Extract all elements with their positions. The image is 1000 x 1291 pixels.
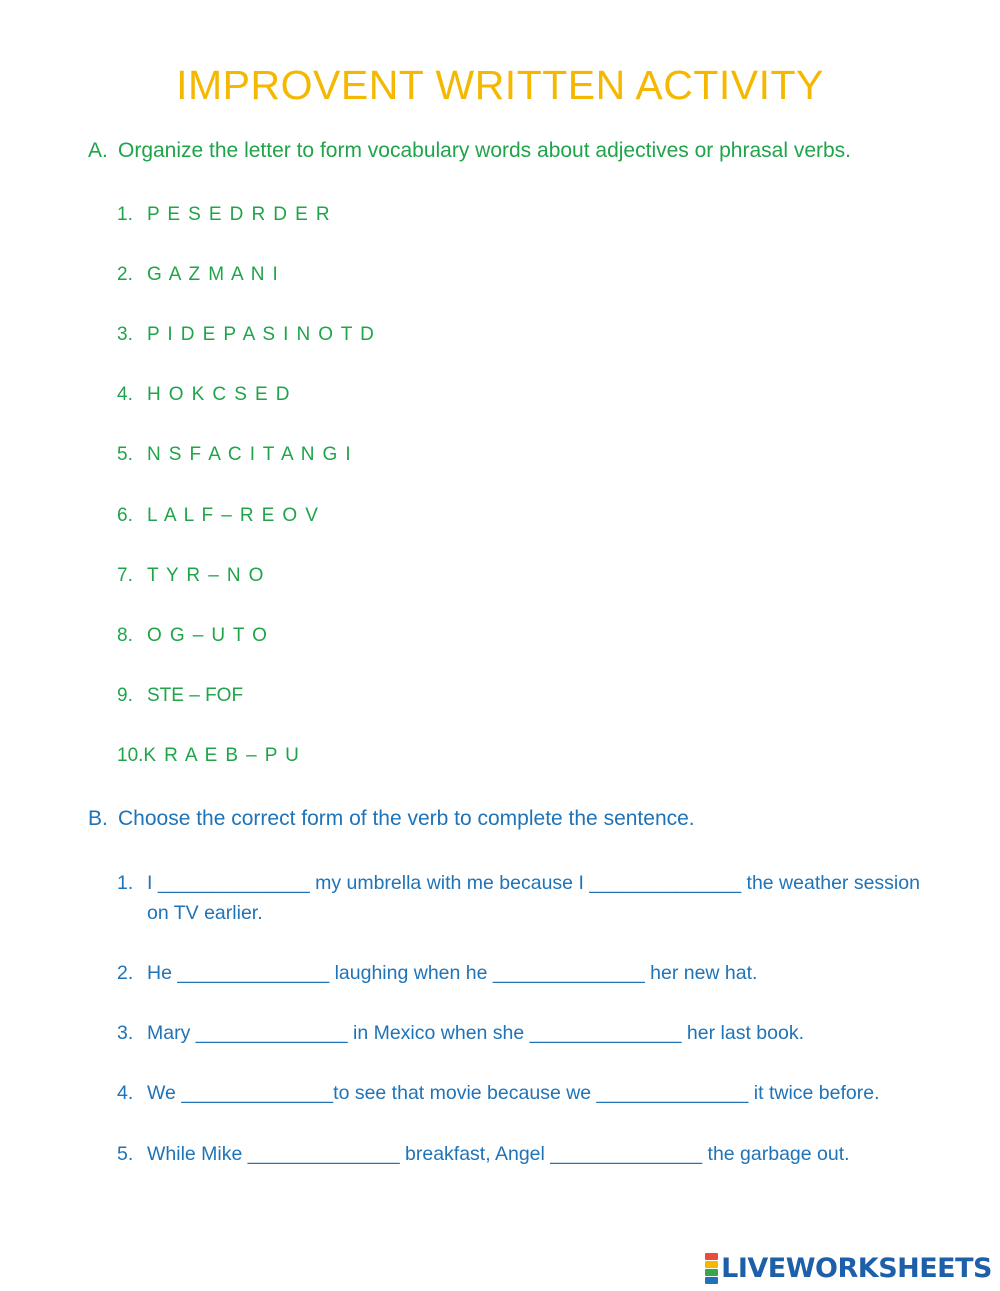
list-item — [117, 625, 268, 647]
scrambled-word: G A Z M A N I — [147, 264, 280, 285]
list-item — [117, 565, 265, 587]
sentence-item — [117, 1078, 947, 1108]
item-number: 1. — [117, 204, 133, 225]
sentence-text: We ______________to see that movie because we ______________ it twice before. — [147, 1082, 880, 1104]
item-number: 9. — [117, 685, 133, 706]
list-item — [117, 745, 300, 767]
list-item — [117, 204, 331, 226]
item-number: 2. — [117, 962, 134, 984]
section-b-instruction: Choose the correct form of the verb to complete the sentence. — [118, 807, 695, 830]
item-number: 3. — [117, 324, 133, 345]
scrambled-word: P E S E D R D E R — [147, 204, 331, 225]
sentence-text: He ______________ laughing when he ______________ her new hat. — [147, 962, 758, 984]
section-a-letter: A. — [88, 139, 108, 162]
scrambled-word: N S F A C I T A N G I — [147, 444, 353, 465]
sentence-item — [117, 1018, 947, 1048]
scrambled-word: STE – FOF — [147, 685, 244, 706]
item-number: 6. — [117, 505, 133, 526]
section-a-heading — [88, 139, 851, 163]
sentence-item — [117, 1139, 947, 1169]
sentence-text: I ______________ my umbrella with me because I ______________ the weather session on TV earlier. — [147, 872, 920, 924]
page-title: IMPROVENT WRITTEN ACTIVITY — [176, 62, 824, 108]
list-item — [117, 264, 279, 286]
sentence-text: Mary ______________ in Mexico when she ______________ her last book. — [147, 1022, 804, 1044]
scrambled-word: H O K C S E D — [147, 384, 291, 405]
sentence-item — [117, 958, 947, 988]
list-item — [117, 444, 352, 466]
item-number: 5. — [117, 1143, 134, 1165]
list-item — [117, 505, 319, 527]
liveworksheets-brand[interactable] — [705, 1251, 992, 1285]
item-number: 2. — [117, 264, 133, 285]
liveworksheets-logo-icon — [705, 1253, 718, 1284]
section-a-instruction: Organize the letter to form vocabulary words about adjectives or phrasal verbs. — [118, 139, 852, 162]
item-number: 1. — [117, 872, 134, 894]
scrambled-word: P I D E P A S I N O T D — [147, 324, 376, 345]
scrambled-word: O G – U T O — [147, 625, 269, 646]
item-number: 10. — [117, 745, 144, 766]
scrambled-word: K R A E B – P U — [143, 745, 301, 766]
list-item — [117, 324, 375, 346]
list-item — [117, 384, 291, 406]
sentence-item — [117, 868, 947, 928]
item-number: 7. — [117, 565, 133, 586]
item-number: 5. — [117, 444, 133, 465]
sentence-text: While Mike ______________ breakfast, Angel ______________ the garbage out. — [147, 1143, 850, 1165]
item-number: 3. — [117, 1022, 134, 1044]
item-number: 4. — [117, 1082, 134, 1104]
scrambled-word: T Y R – N O — [147, 565, 265, 586]
scrambled-word: L A L F – R E O V — [147, 505, 320, 526]
section-b-heading — [88, 807, 695, 831]
brand-name: LIVEWORKSHEETS — [721, 1252, 992, 1284]
section-b-letter: B. — [88, 807, 108, 830]
list-item — [117, 685, 243, 707]
item-number: 4. — [117, 384, 133, 405]
item-number: 8. — [117, 625, 133, 646]
